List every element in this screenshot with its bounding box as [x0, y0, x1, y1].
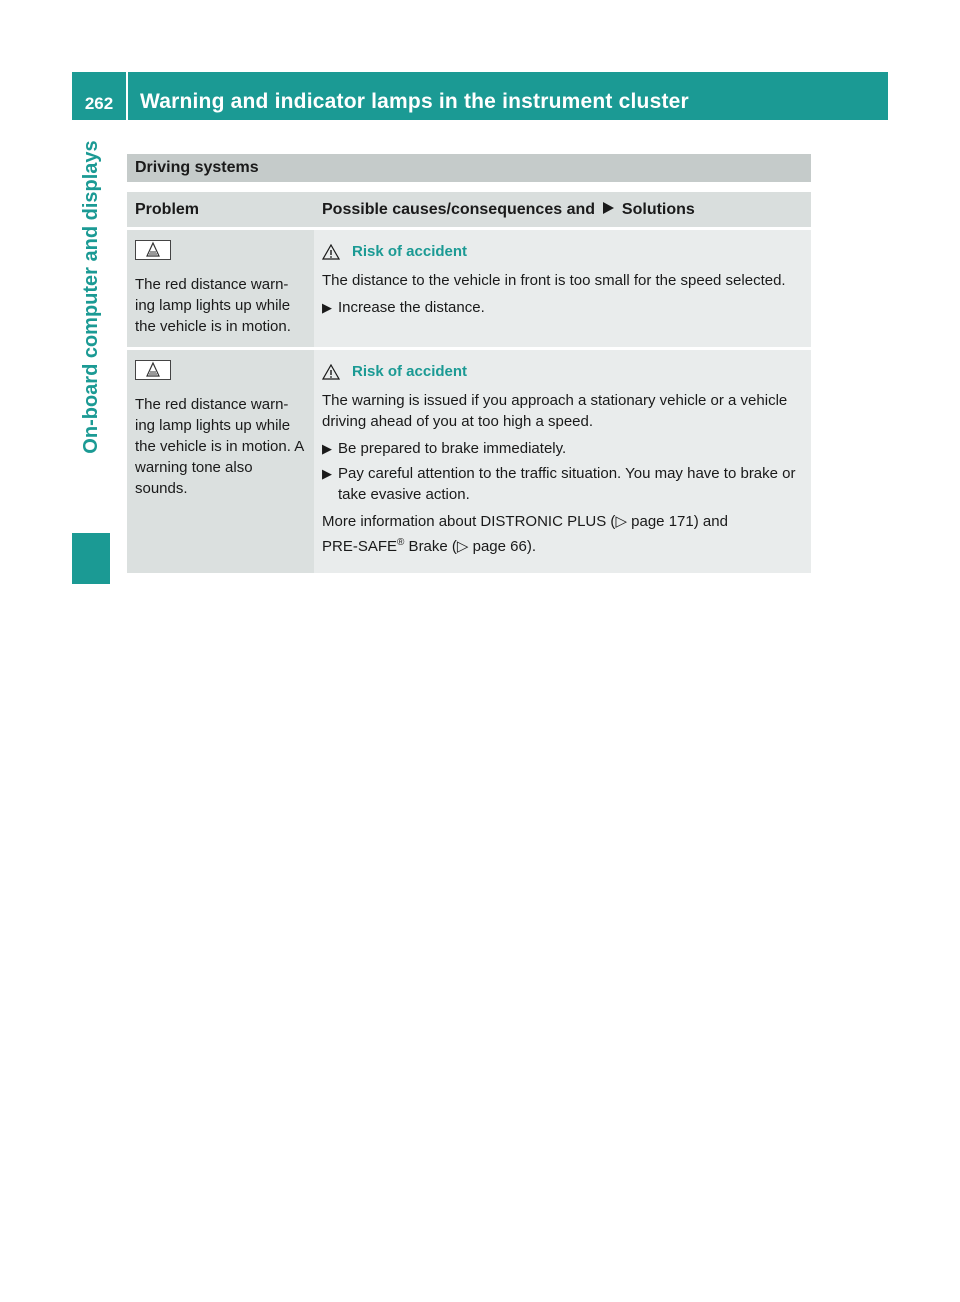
warning-label: Risk of accident — [352, 363, 468, 380]
warning-triangle-icon — [322, 244, 340, 260]
action-step — [322, 438, 803, 459]
page-title: Warning and indicator lamps in the instrument cluster — [128, 72, 888, 120]
solution-cell — [314, 230, 811, 347]
warning-label: Risk of accident — [352, 243, 468, 260]
warning-triangle-icon — [322, 364, 340, 380]
more-info-text: PRE-SAFE — [322, 538, 398, 555]
step-arrow-icon: ▶ — [322, 300, 332, 315]
registered-mark: ® — [397, 537, 405, 548]
column-header-problem: Problem — [127, 192, 314, 227]
step-text: Be prepared to brake immediately. — [338, 440, 567, 457]
side-tab-label: On-board computer and displays — [79, 140, 102, 454]
problem-text: The red distance warn-ing lamp lights up while the vehicle is in motion. A warning tone also sounds. — [135, 396, 304, 497]
more-info — [322, 511, 803, 557]
cause-text: The warning is issued if you approach a stationary vehicle or a vehicle driving ahead of you at too high a speed. — [322, 392, 788, 430]
page-ref-icon: ▷ — [615, 513, 627, 530]
column-header-solutions-prefix: Possible causes/consequences and — [322, 201, 596, 218]
table-header-row — [127, 192, 811, 227]
more-info-text: Brake ( — [404, 538, 457, 555]
solution-cell — [314, 350, 811, 573]
arrow-right-icon — [601, 201, 615, 215]
problem-cell — [127, 350, 314, 573]
cause-text: The distance to the vehicle in front is too small for the speed selected. — [322, 272, 786, 289]
step-text: Increase the distance. — [338, 299, 485, 316]
table-row — [127, 350, 811, 573]
page-ref-link[interactable]: page 171) and — [631, 513, 728, 530]
step-text: Pay careful attention to the traffic situation. You may have to brake or take evasive action. — [338, 465, 796, 503]
side-tab-marker — [72, 533, 110, 584]
action-step — [322, 297, 803, 318]
action-step — [322, 463, 803, 505]
page-number: 262 — [72, 72, 126, 120]
side-tab — [72, 140, 110, 584]
risk-warning — [322, 361, 803, 382]
problem-cell — [127, 230, 314, 347]
more-info-text: More information about DISTRONIC PLUS ( — [322, 513, 616, 530]
table-row — [127, 230, 811, 347]
distance-warning-lamp-icon — [135, 240, 171, 260]
step-arrow-icon: ▶ — [322, 466, 332, 481]
distance-warning-lamp-icon — [135, 360, 171, 380]
problem-text: The red distance warn-ing lamp lights up while the vehicle is in motion. — [135, 276, 291, 335]
driving-systems-table — [127, 189, 811, 576]
step-arrow-icon: ▶ — [322, 441, 332, 456]
column-header-solutions-suffix: Solutions — [621, 201, 695, 218]
section-heading: Driving systems — [127, 154, 811, 182]
column-header-solutions — [314, 192, 811, 227]
risk-warning — [322, 241, 803, 262]
page-ref-link[interactable]: page 66). — [472, 538, 537, 555]
page-ref-icon: ▷ — [456, 538, 469, 555]
